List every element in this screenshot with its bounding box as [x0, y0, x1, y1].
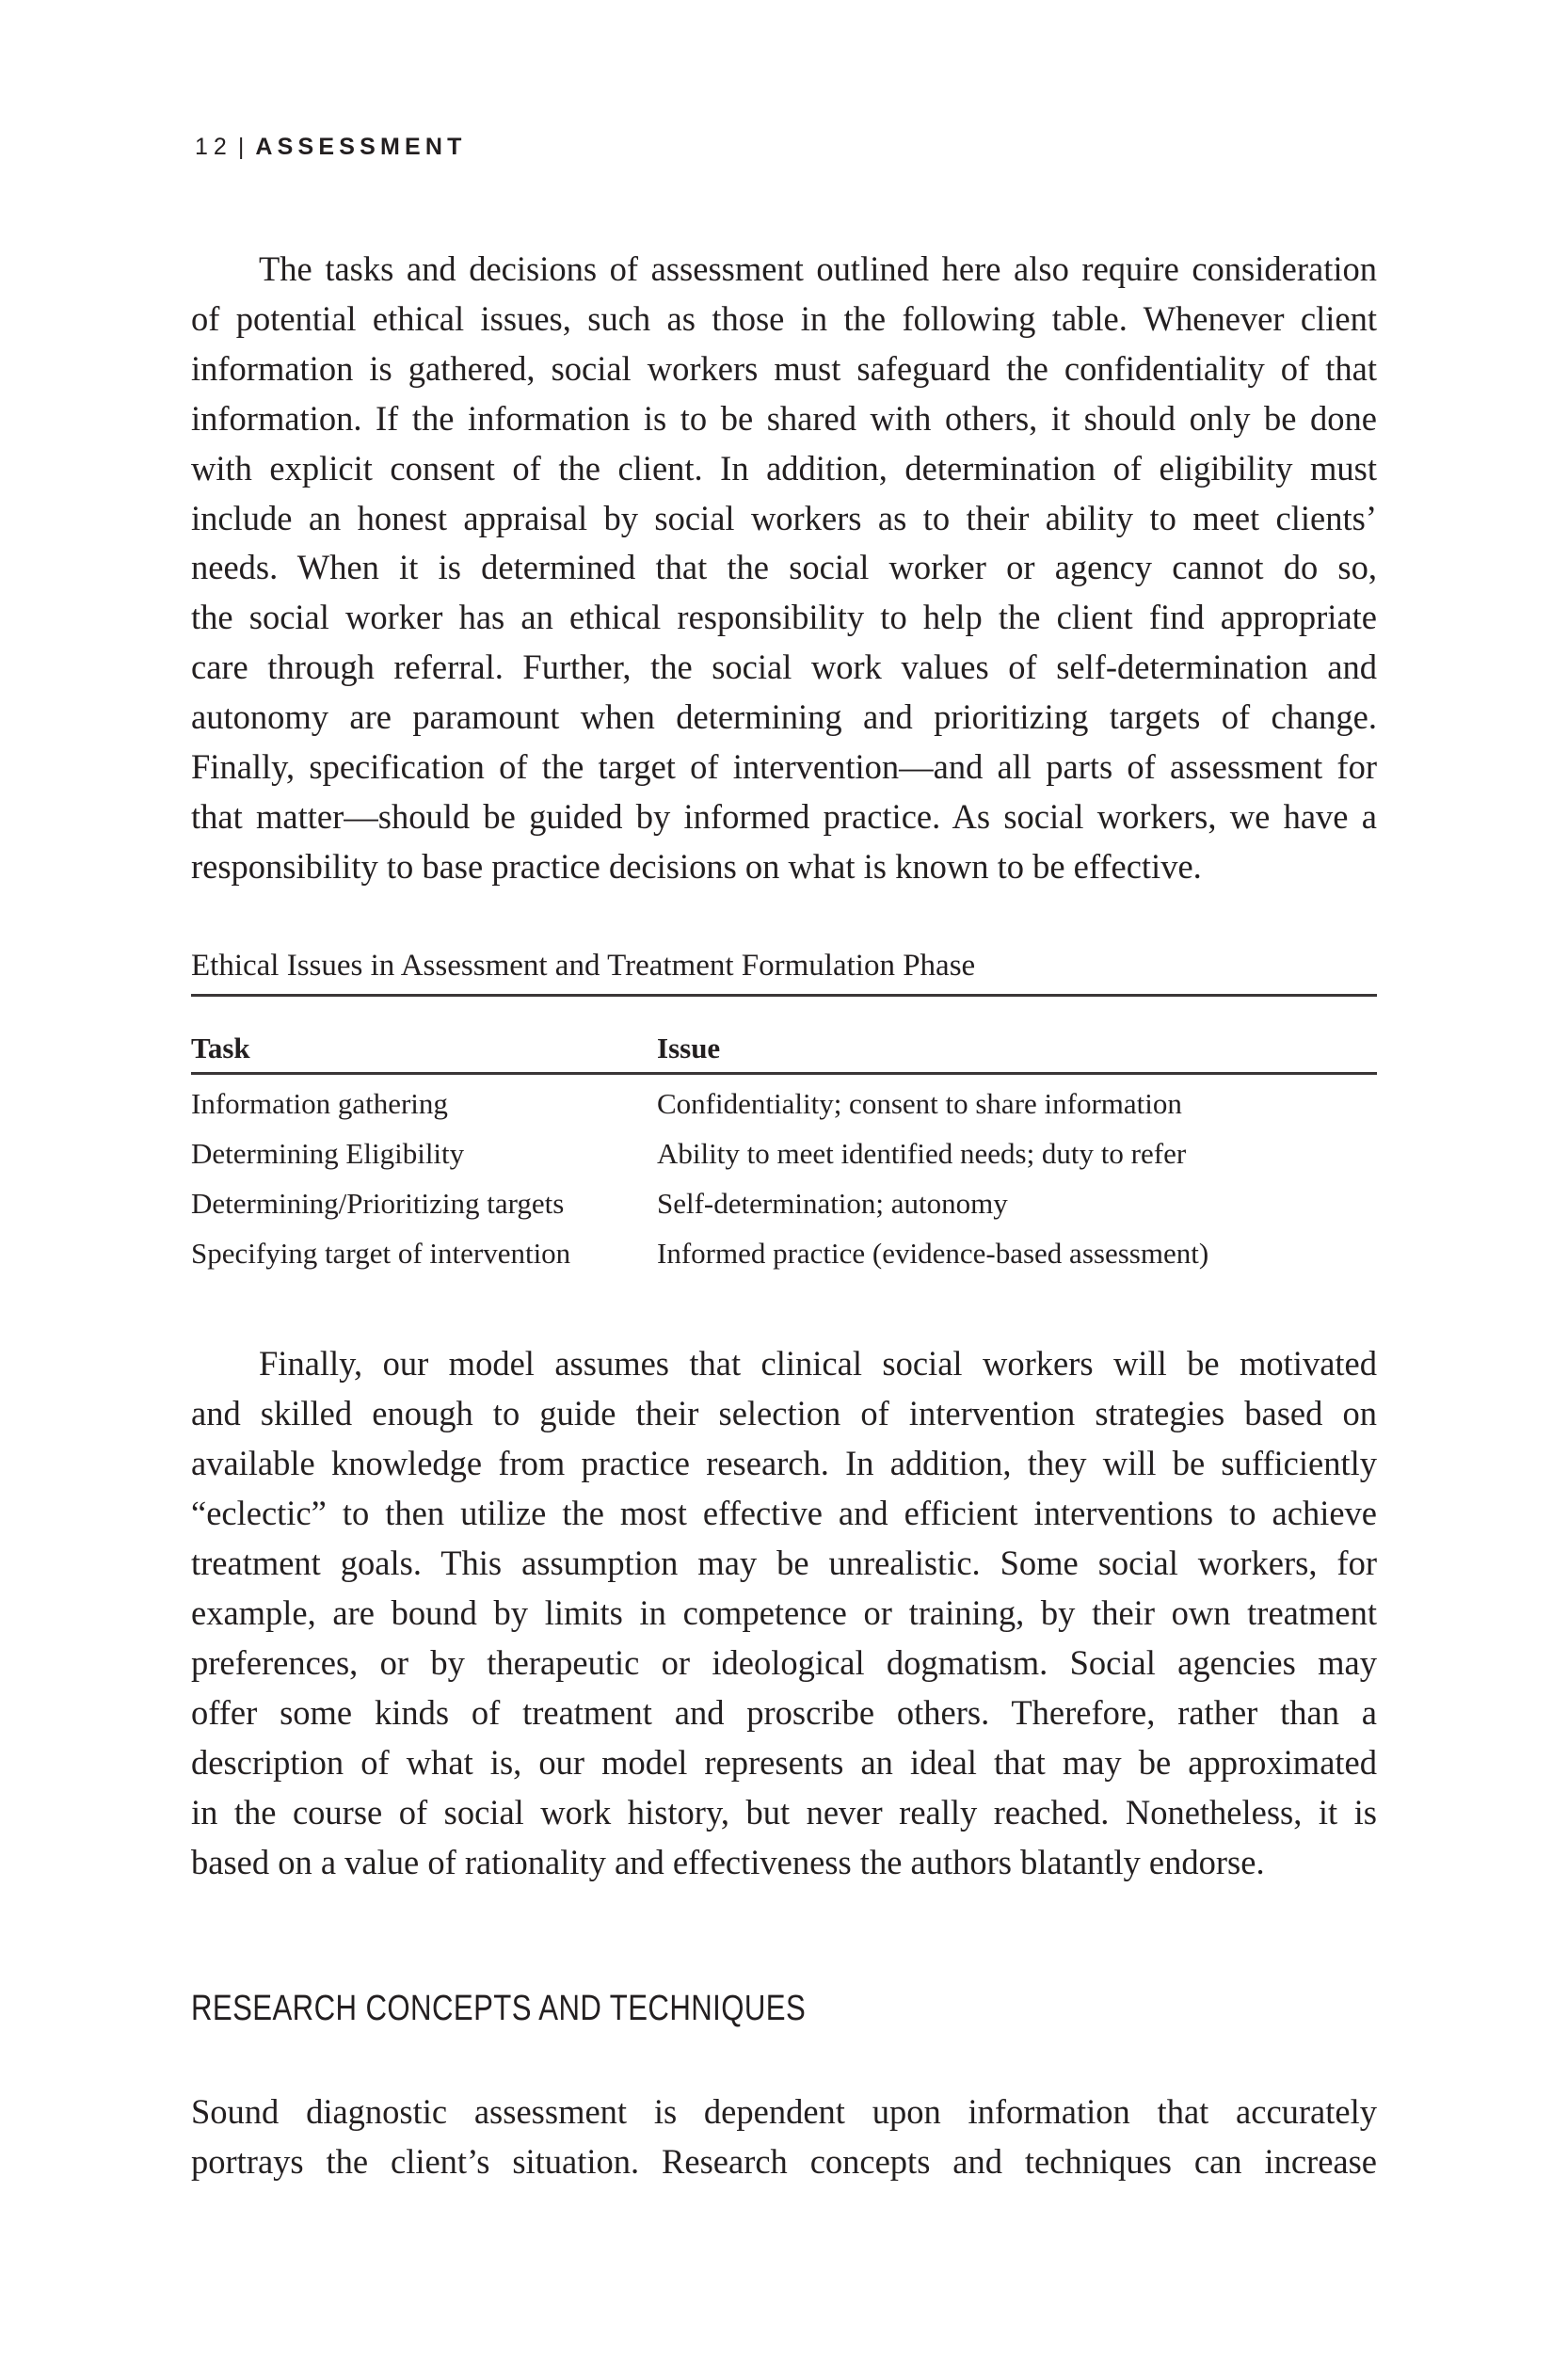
table-header-issue: Issue [657, 1032, 721, 1064]
paragraph-line: autonomy are paramount when determining and prioritizing targets of change. [191, 697, 1377, 737]
paragraph-line: needs. When it is determined that the social worker or agency cannot do so, [191, 548, 1377, 587]
table-row [191, 1079, 1377, 1128]
table-cell-task: Determining/Prioritizing targets [191, 1187, 565, 1220]
table-cell-issue: Informed practice (evidence-based assessment) [657, 1237, 1209, 1270]
table-header-row [191, 1023, 1377, 1073]
paragraph-line: description of what is, our model represents an ideal that may be approximated [191, 1743, 1377, 1782]
paragraph-line: based on a value of rationality and effectiveness the authors blatantly endorse. [191, 1843, 1265, 1881]
paragraph-line: Finally, specification of the target of intervention—and all parts of assessment for [191, 747, 1377, 786]
table-row [191, 1128, 1377, 1178]
paragraph-line: with explicit consent of the client. In addition, determination of eligibility must [191, 448, 1377, 488]
paragraph-line: preferences, or by therapeutic or ideological dogmatism. Social agencies may [191, 1643, 1377, 1682]
paragraph-line: that matter—should be guided by informed practice. As social workers, we have a [191, 796, 1377, 836]
paragraph-line: available knowledge from practice research. In addition, they will be sufficiently [191, 1444, 1377, 1482]
running-head-separator: | [237, 134, 245, 160]
paragraph-line: the social worker has an ethical responsibility to help the client find appropriate [191, 598, 1377, 637]
paragraph-line: Finally, our model assumes that clinical social workers will be motivated [259, 1344, 1377, 1383]
table-cell-task: Specifying target of intervention [191, 1237, 571, 1270]
table-row [191, 1178, 1377, 1228]
table-caption: Ethical Issues in Assessment and Treatment Formulation Phase [191, 949, 976, 983]
chapter-title: ASSESSMENT [255, 134, 467, 160]
table-header-rule [191, 1072, 1377, 1075]
paragraph-line: of potential ethical issues, such as those in the following table. Whenever client [191, 298, 1377, 338]
table-cell-issue: Ability to meet identified needs; duty to refer [657, 1137, 1187, 1170]
paragraph-line: The tasks and decisions of assessment outlined here also require consideration [259, 249, 1377, 288]
paragraph-line: treatment goals. This assumption may be unrealistic. Some social workers, for [191, 1544, 1377, 1582]
paragraph-line: include an honest appraisal by social workers as to their ability to meet clients’ [191, 498, 1377, 537]
table-cell-task: Information gathering [191, 1087, 448, 1120]
paragraph-line: offer some kinds of treatment and proscribe others. Therefore, rather than a [191, 1693, 1377, 1732]
table-row [191, 1228, 1377, 1278]
paragraph-line: Sound diagnostic assessment is dependent upon information that accurately [191, 2092, 1377, 2131]
section-heading: RESEARCH CONCEPTS AND TECHNIQUES [191, 1989, 807, 2028]
running-head [195, 132, 467, 162]
paragraph-line: in the course of social work history, but never really reached. Nonetheless, it is [191, 1793, 1377, 1832]
paragraph-line: example, are bound by limits in competence or training, by their own treatment [191, 1593, 1377, 1632]
table-cell-issue: Confidentiality; consent to share information [657, 1087, 1182, 1120]
paragraph-line: portrays the client’s situation. Research concepts and techniques can increase [191, 2142, 1377, 2181]
paragraph-line: responsibility to base practice decisions on what is known to be effective. [191, 846, 1202, 886]
paragraph-line: care through referral. Further, the social work values of self-determination and [191, 648, 1377, 687]
paragraph-line: information. If the information is to be shared with others, it should only be done [191, 398, 1377, 438]
table-header-task: Task [191, 1032, 250, 1064]
table-cell-issue: Self-determination; autonomy [657, 1187, 1008, 1220]
paragraph-line: information is gathered, social workers must safeguard the confidentiality of that [191, 348, 1377, 388]
table-top-rule [191, 994, 1377, 997]
paragraph-line: “eclectic” to then utilize the most effective and efficient interventions to achieve [191, 1494, 1377, 1532]
page-number: 12 [195, 134, 232, 160]
table-cell-task: Determining Eligibility [191, 1137, 465, 1170]
paragraph-line: and skilled enough to guide their selection of intervention strategies based on [191, 1394, 1377, 1432]
